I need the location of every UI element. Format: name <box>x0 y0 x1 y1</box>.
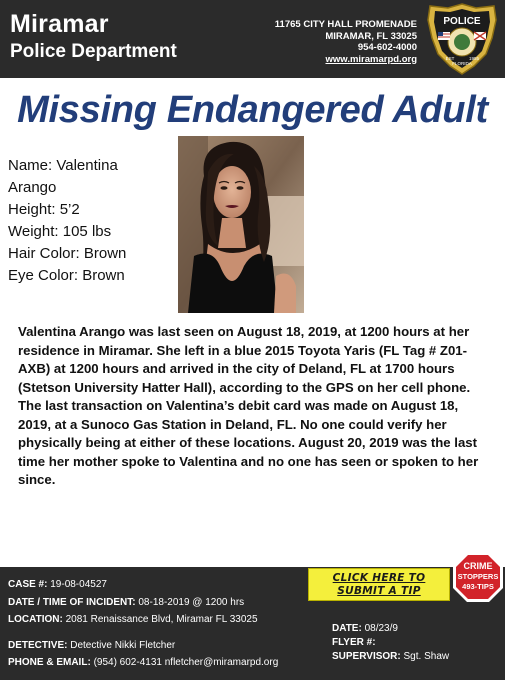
incident-narrative: Valentina Arango was last seen on August 18, 2019, at 1200 hours at her residence in Miramar. She left in a blue 2015 Toyota Yaris (FL Tag # Z01-AXB) at 1200 hours and arrived in the city of Deland, FL at 1700 hours (Stetson University Hatter Hall), according to the GPS on her cell phone. The last transaction on Valentina’s debit card was made on August 18, 2019, at a Sunoco Gas Station in Deland, FL. No one could verify her physically being at either of these locations. August 20, 2019 was the last time her mother spoke to Valentina and no one has seen or spoken to her since. <box>18 324 479 487</box>
page-title: Missing Endangered Adult <box>17 89 488 131</box>
incident-datetime-value: 08-18-2019 @ 1200 hrs <box>138 596 245 608</box>
website-link[interactable]: www.miramarpd.org <box>325 53 417 65</box>
police-badge-icon <box>424 2 500 76</box>
missing-person-photo <box>178 136 304 313</box>
department-name: Police Department <box>10 41 177 62</box>
badge-title: POLICE <box>443 16 481 27</box>
case-number-value: 19-08-04527 <box>50 579 107 590</box>
department-city: Miramar <box>10 10 109 38</box>
case-number-row <box>8 576 278 594</box>
submit-tip-button[interactable] <box>308 568 450 601</box>
flyer-date-label: DATE: <box>332 623 362 634</box>
supervisor-value: Sgt. Shaw <box>403 651 450 662</box>
detail-eyes: Eye Color: Brown <box>8 267 125 284</box>
detective-label: DETECTIVE: <box>8 639 68 651</box>
address-line: 11765 CITY HALL PROMENADE <box>274 19 417 30</box>
stoppers-line1: CRIME <box>463 561 493 571</box>
badge-state: FLORIDA <box>452 61 472 66</box>
flyer-date-row <box>332 622 449 636</box>
location-label: LOCATION: <box>8 614 63 625</box>
address-line: MIRAMAR, FL 33025 <box>325 30 417 42</box>
detective-value: Detective Nikki Fletcher <box>70 639 176 651</box>
supervisor-row <box>332 650 449 664</box>
location-row <box>8 611 278 629</box>
contact-value: (954) 602-4131 nfletcher@miramarpd.org <box>93 657 279 668</box>
spacer <box>8 629 278 637</box>
phone-line: 954-602-4000 <box>357 42 417 53</box>
flyer-date-value: 08/23/9 <box>364 623 398 634</box>
contact-label: PHONE & EMAIL: <box>8 657 91 668</box>
department-address <box>257 19 417 65</box>
stoppers-line2: STOPPERS <box>457 572 499 581</box>
submit-tip-label-line2: SUBMIT A TIP <box>337 584 421 597</box>
flyer-details <box>332 622 449 664</box>
crime-stoppers-logo[interactable] <box>452 551 504 603</box>
detail-name-cont: Arango <box>8 179 57 196</box>
incident-datetime-row <box>8 594 278 612</box>
incident-datetime-label: DATE / TIME OF INCIDENT: <box>8 596 136 608</box>
detail-name: Name: Valentina <box>8 157 118 174</box>
flyer-number-label: FLYER #: <box>332 637 376 648</box>
detail-height: Height: 5’2 <box>8 201 80 218</box>
case-number-label: CASE #: <box>8 579 48 590</box>
detective-row <box>8 637 278 655</box>
contact-row <box>8 654 278 672</box>
submit-tip-label-line1: CLICK HERE TO <box>332 571 426 584</box>
detail-weight: Weight: 105 lbs <box>8 223 112 240</box>
person-details <box>8 155 173 287</box>
detail-hair: Hair Color: Brown <box>8 245 127 262</box>
header-bar <box>0 0 505 78</box>
flyer-number-row <box>332 636 449 650</box>
case-info-footer <box>0 561 505 680</box>
stoppers-line3: 493-TIPS <box>462 582 494 591</box>
location-value: 2081 Renaissance Blvd, Miramar FL 33025 <box>65 614 258 625</box>
case-details <box>8 576 278 672</box>
badge-year: 1955 <box>468 56 480 61</box>
supervisor-label: SUPERVISOR: <box>332 651 401 662</box>
badge-est: EST <box>445 56 455 61</box>
